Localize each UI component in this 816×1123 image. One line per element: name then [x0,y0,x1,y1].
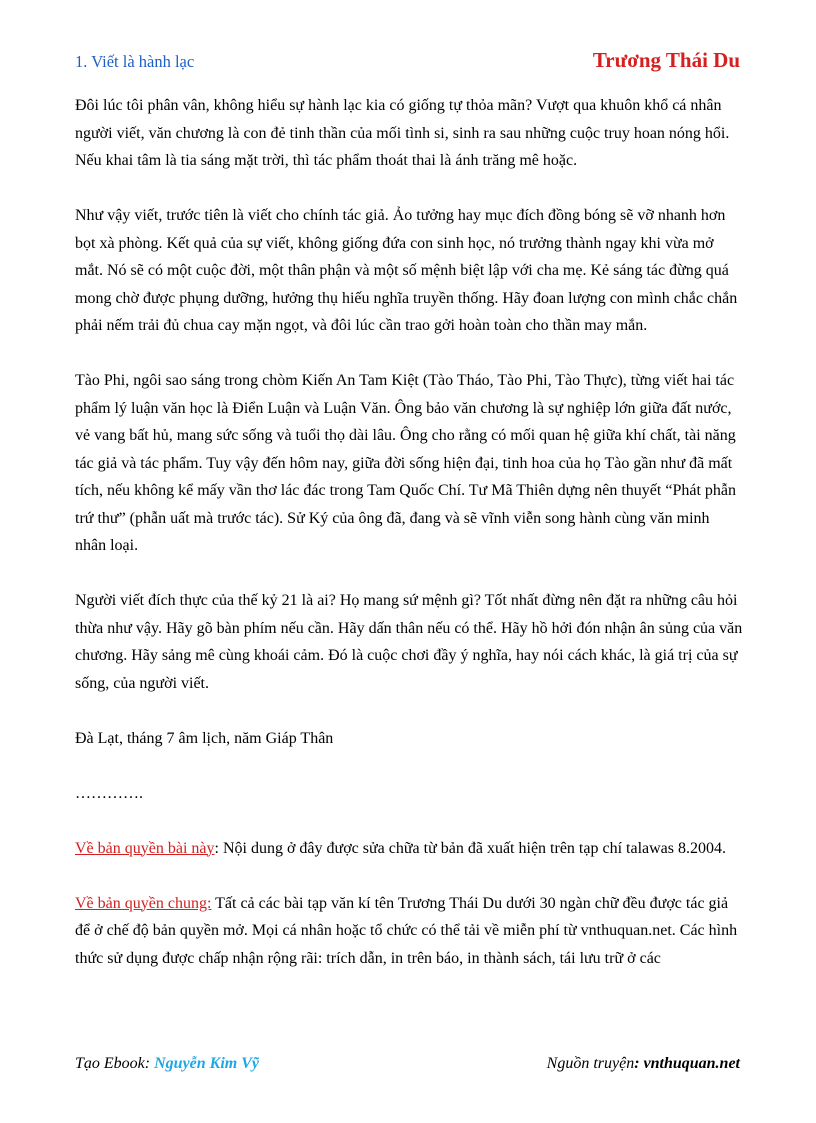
copyright-general-label: Về bản quyền chung: [75,894,212,912]
footer-ebook-name: Nguyễn Kim Vỹ [154,1055,259,1072]
page-footer [75,1055,740,1077]
paragraph: Đôi lúc tôi phân vân, không hiểu sự hành lạc kia có giống tự thỏa mãn? Vượt qua khuôn khổ cá nhân người viết, văn chương là con đẻ tinh thần của mối tình si, sinh ra sau những cuộc truy hoan nóng hổi. Nếu khai tâm là tia sáng mặt trời, thì tác phẩm thoát thai là ánh trăng mê hoặc. [75,97,730,169]
paragraph: Người viết đích thực của thế kỷ 21 là ai? Họ mang sứ mệnh gì? Tốt nhất đừng nên đặt ra những câu hỏi thừa như vậy. Hãy gõ bàn phím nếu cần. Hãy dấn thân nếu có thể. Hãy hồ hởi đón nhận ân sủng của văn chương. Hãy sảng mê cùng khoái cảm. Đó là cuộc chơi đầy ý nghĩa, hay nói cách khác, là giá trị của sự sống, của người viết. [75,592,743,692]
footer-ebook-sep: : [144,1055,155,1072]
paragraph: Tào Phi, ngôi sao sáng trong chòm Kiến An Tam Kiệt (Tào Tháo, Tào Phi, Tào Thực), từng viết hai tác phẩm lý luận văn học là Điển Luận và Luận Văn. Ông bảo văn chương là sự nghiệp lớn giữa đất nước, vẻ vang bất hủ, mang sức sống và tuổi thọ dài lâu. Ông cho rằng có mối quan hệ giữa khí chất, tài năng tác giả và tác phẩm. Tuy vậy đến hôm nay, giữa đời sống hiện đại, tinh hoa của họ Tào gần như đã mất tích, nếu không kể mấy vần thơ lác đác trong Tam Quốc Chí. Tư Mã Thiên dựng nên thuyết “Phát phẫn trứ thư” (phẫn uất mà trước tác). Sử Ký của ông đã, đang và sẽ vĩnh viễn song hành cùng văn minh nhân loại. [75,372,736,554]
copyright-article-label: Về bản quyền bài này [75,839,215,857]
footer-ebook-credit [75,1055,259,1073]
footer-source-sep: : [634,1055,644,1072]
footer-source-site: vnthuquan.net [643,1055,740,1072]
section-title: 1. Viết là hành lạc [75,52,195,71]
copyright-general [75,890,743,973]
author-name: Trương Thái Du [592,48,740,72]
page-header [75,48,740,78]
place-date-line: Đà Lạt, tháng 7 âm lịch, năm Giáp Thân [75,729,334,747]
footer-source-label: Nguồn truyện [546,1055,635,1072]
paragraph: Như vậy viết, trước tiên là viết cho chính tác giả. Ảo tưởng hay mục đích đồng bóng sẽ vỡ nhanh hơn bọt xà phòng. Kết quả của sự viết, không giống đứa con sinh học, nó trưởng thành ngay khi vừa mở mắt. Nó sẽ có một cuộc đời, một thân phận và một số mệnh biệt lập với cha mẹ. Kẻ sáng tác đừng quá mong chờ được phụng dưỡng, hưởng thụ hiếu nghĩa truyền thống. Hãy đoan lượng con mình chắc chắn phải nếm trải đủ chua cay mặn ngọt, và đôi lúc cần trao gởi hoàn toàn cho thần may mắn. [75,207,738,334]
copyright-article [75,835,743,863]
footer-ebook-label: Tạo Ebook [75,1055,145,1072]
copyright-general-text: Tất cả các bài tạp văn kí tên Trương Thái Du dưới 30 ngàn chữ đều được tác giả để ở chế độ bản quyền mở. Mọi cá nhân hoặc tổ chức có thể tải về miễn phí từ vnthuquan.net. Các hình thức sử dụng được chấp nhận rộng rãi: trích dẫn, in trên báo, in thành sách, tái lưu trữ ở các [75,894,738,967]
article-body [75,92,743,1000]
footer-source-credit [547,1055,740,1073]
ellipsis-line: …………. [75,784,143,802]
copyright-article-text: : Nội dung ở đây được sửa chữa từ bản đã xuất hiện trên tạp chí talawas 8.2004. [214,839,726,857]
